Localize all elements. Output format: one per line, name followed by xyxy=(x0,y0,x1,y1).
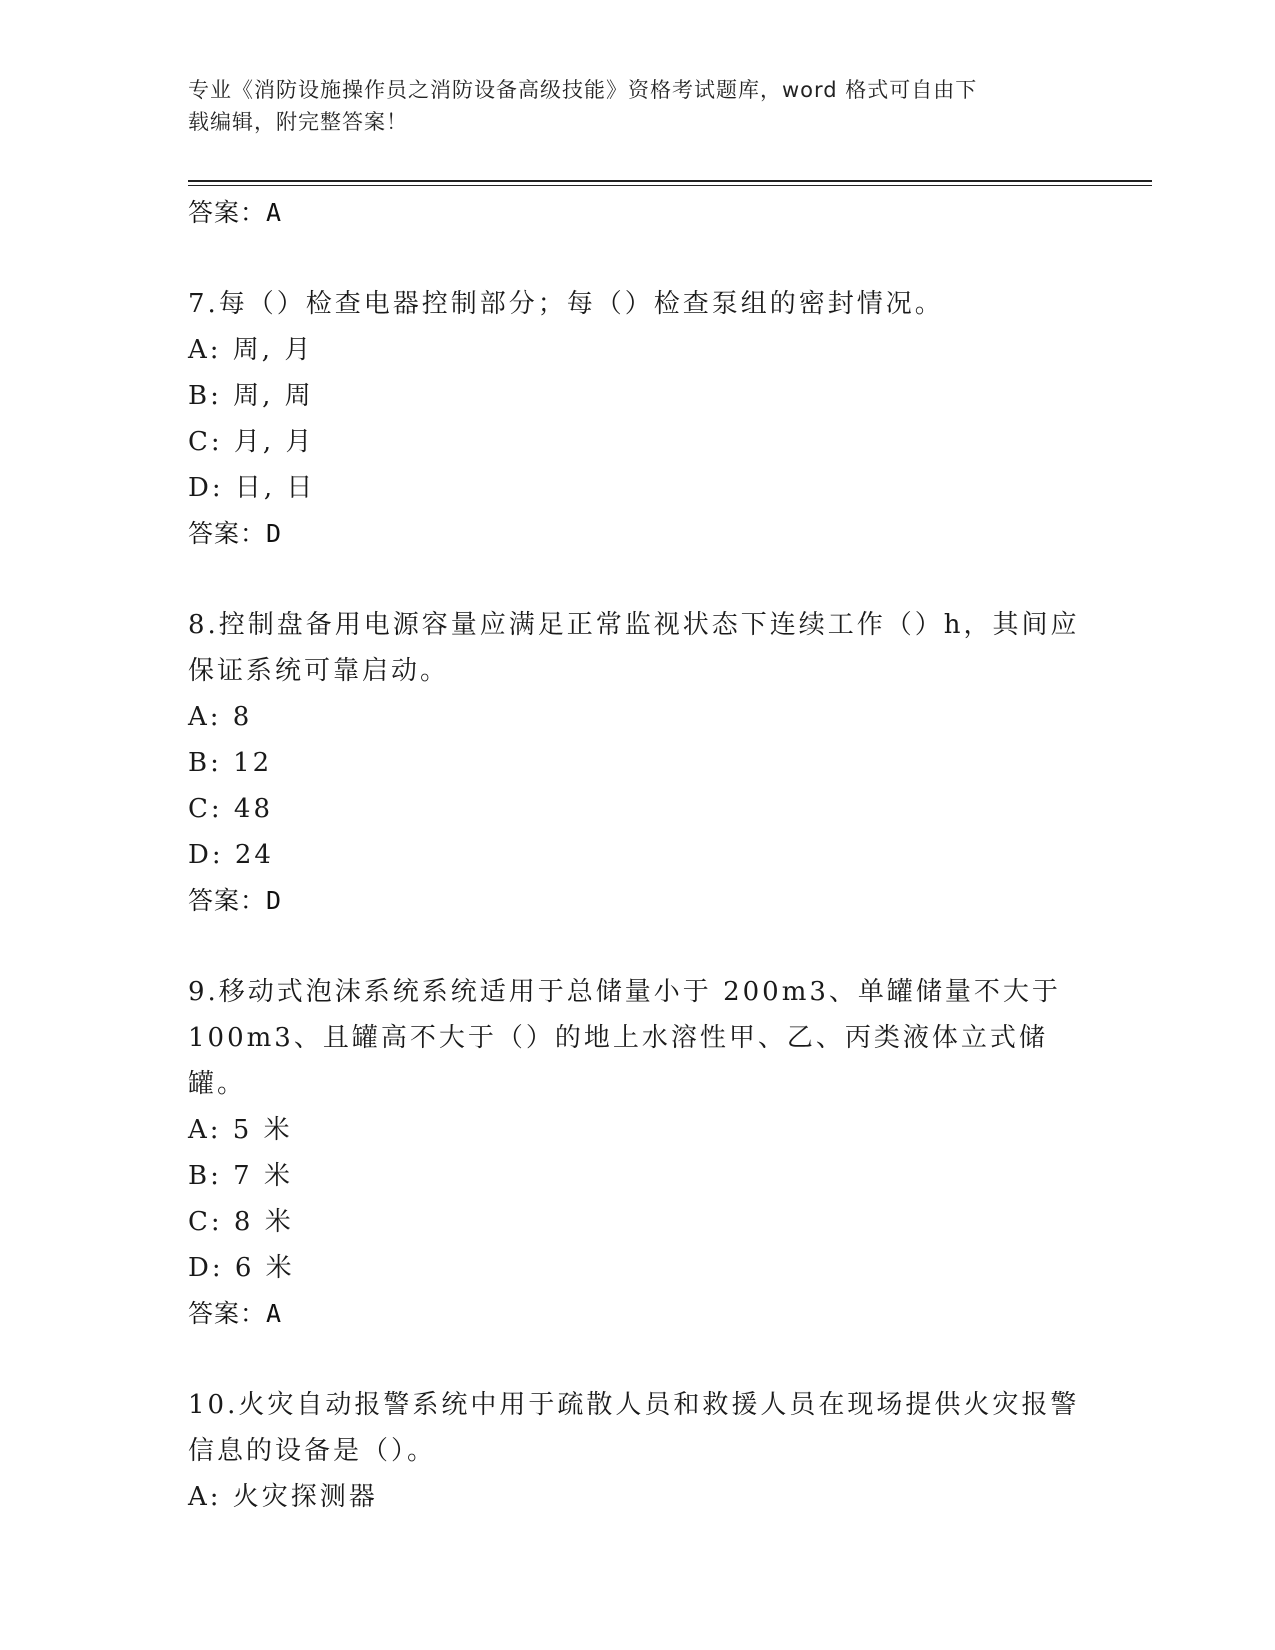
spacer xyxy=(188,924,1088,969)
answer-line xyxy=(188,511,1088,557)
question-text-line-2: 保证系统可靠启动。 xyxy=(188,656,450,686)
answer-label: 答案： xyxy=(188,1299,267,1328)
spacer xyxy=(188,1337,1088,1382)
question-text-line-1: 10.火灾自动报警系统中用于疏散人员和救援人员在现场提供火灾报警 xyxy=(188,1390,1080,1420)
option-a: A: 8 xyxy=(188,702,253,732)
question-text-line-2: 信息的设备是（）。 xyxy=(188,1436,437,1466)
header-line-1: 专业《消防设施操作员之消防设备高级技能》资格考试题库，word 格式可自由下 xyxy=(188,78,978,102)
option-b: B: 12 xyxy=(188,748,273,778)
option-a: A: 火灾探测器 xyxy=(188,1482,378,1512)
option-c: C: 8 米 xyxy=(188,1207,294,1237)
question-text-line-1: 8.控制盘备用电源容量应满足正常监视状态下连续工作（）h，其间应 xyxy=(188,610,1080,640)
question-text-line-2: 100m3、且罐高不大于（）的地上水溶性甲、乙、丙类液体立式储罐。 xyxy=(188,1023,1048,1099)
option-d: D: 24 xyxy=(188,840,274,870)
option-a: A: 5 米 xyxy=(188,1115,293,1145)
question-block xyxy=(188,602,1088,924)
option-c: C: 月, 月 xyxy=(188,427,315,457)
header-rule-thin xyxy=(188,185,1152,186)
option-b: B: 周, 周 xyxy=(188,381,314,411)
answer-line xyxy=(188,878,1088,924)
answer-line xyxy=(188,1291,1088,1337)
answer-value: A xyxy=(266,1299,283,1328)
answer-value: D xyxy=(266,886,283,915)
answer-value: A xyxy=(266,198,283,227)
header-rule-thick xyxy=(188,180,1152,182)
spacer xyxy=(188,557,1088,602)
answer-line xyxy=(188,190,1088,236)
answer-label: 答案： xyxy=(188,198,267,227)
question-text: 7.每（）检查电器控制部分；每（）检查泵组的密封情况。 xyxy=(188,289,944,319)
option-b: B: 7 米 xyxy=(188,1161,293,1191)
header-line-2: 载编辑，附完整答案！ xyxy=(188,110,408,134)
option-d: D: 6 米 xyxy=(188,1253,295,1283)
question-list xyxy=(188,190,1088,1520)
option-c: C: 48 xyxy=(188,794,274,824)
answer-label: 答案： xyxy=(188,519,267,548)
question-text-line-1: 9.移动式泡沫系统系统适用于总储量小于 200m3、单罐储量不大于 xyxy=(188,977,1061,1007)
question-block xyxy=(188,1382,1088,1520)
question-block xyxy=(188,281,1088,557)
option-a: A: 周, 月 xyxy=(188,335,314,365)
answer-value: D xyxy=(266,519,283,548)
answer-label: 答案： xyxy=(188,886,267,915)
page-header xyxy=(188,74,1068,138)
question-block xyxy=(188,969,1088,1337)
option-d: D: 日, 日 xyxy=(188,473,316,503)
spacer xyxy=(188,236,1088,281)
